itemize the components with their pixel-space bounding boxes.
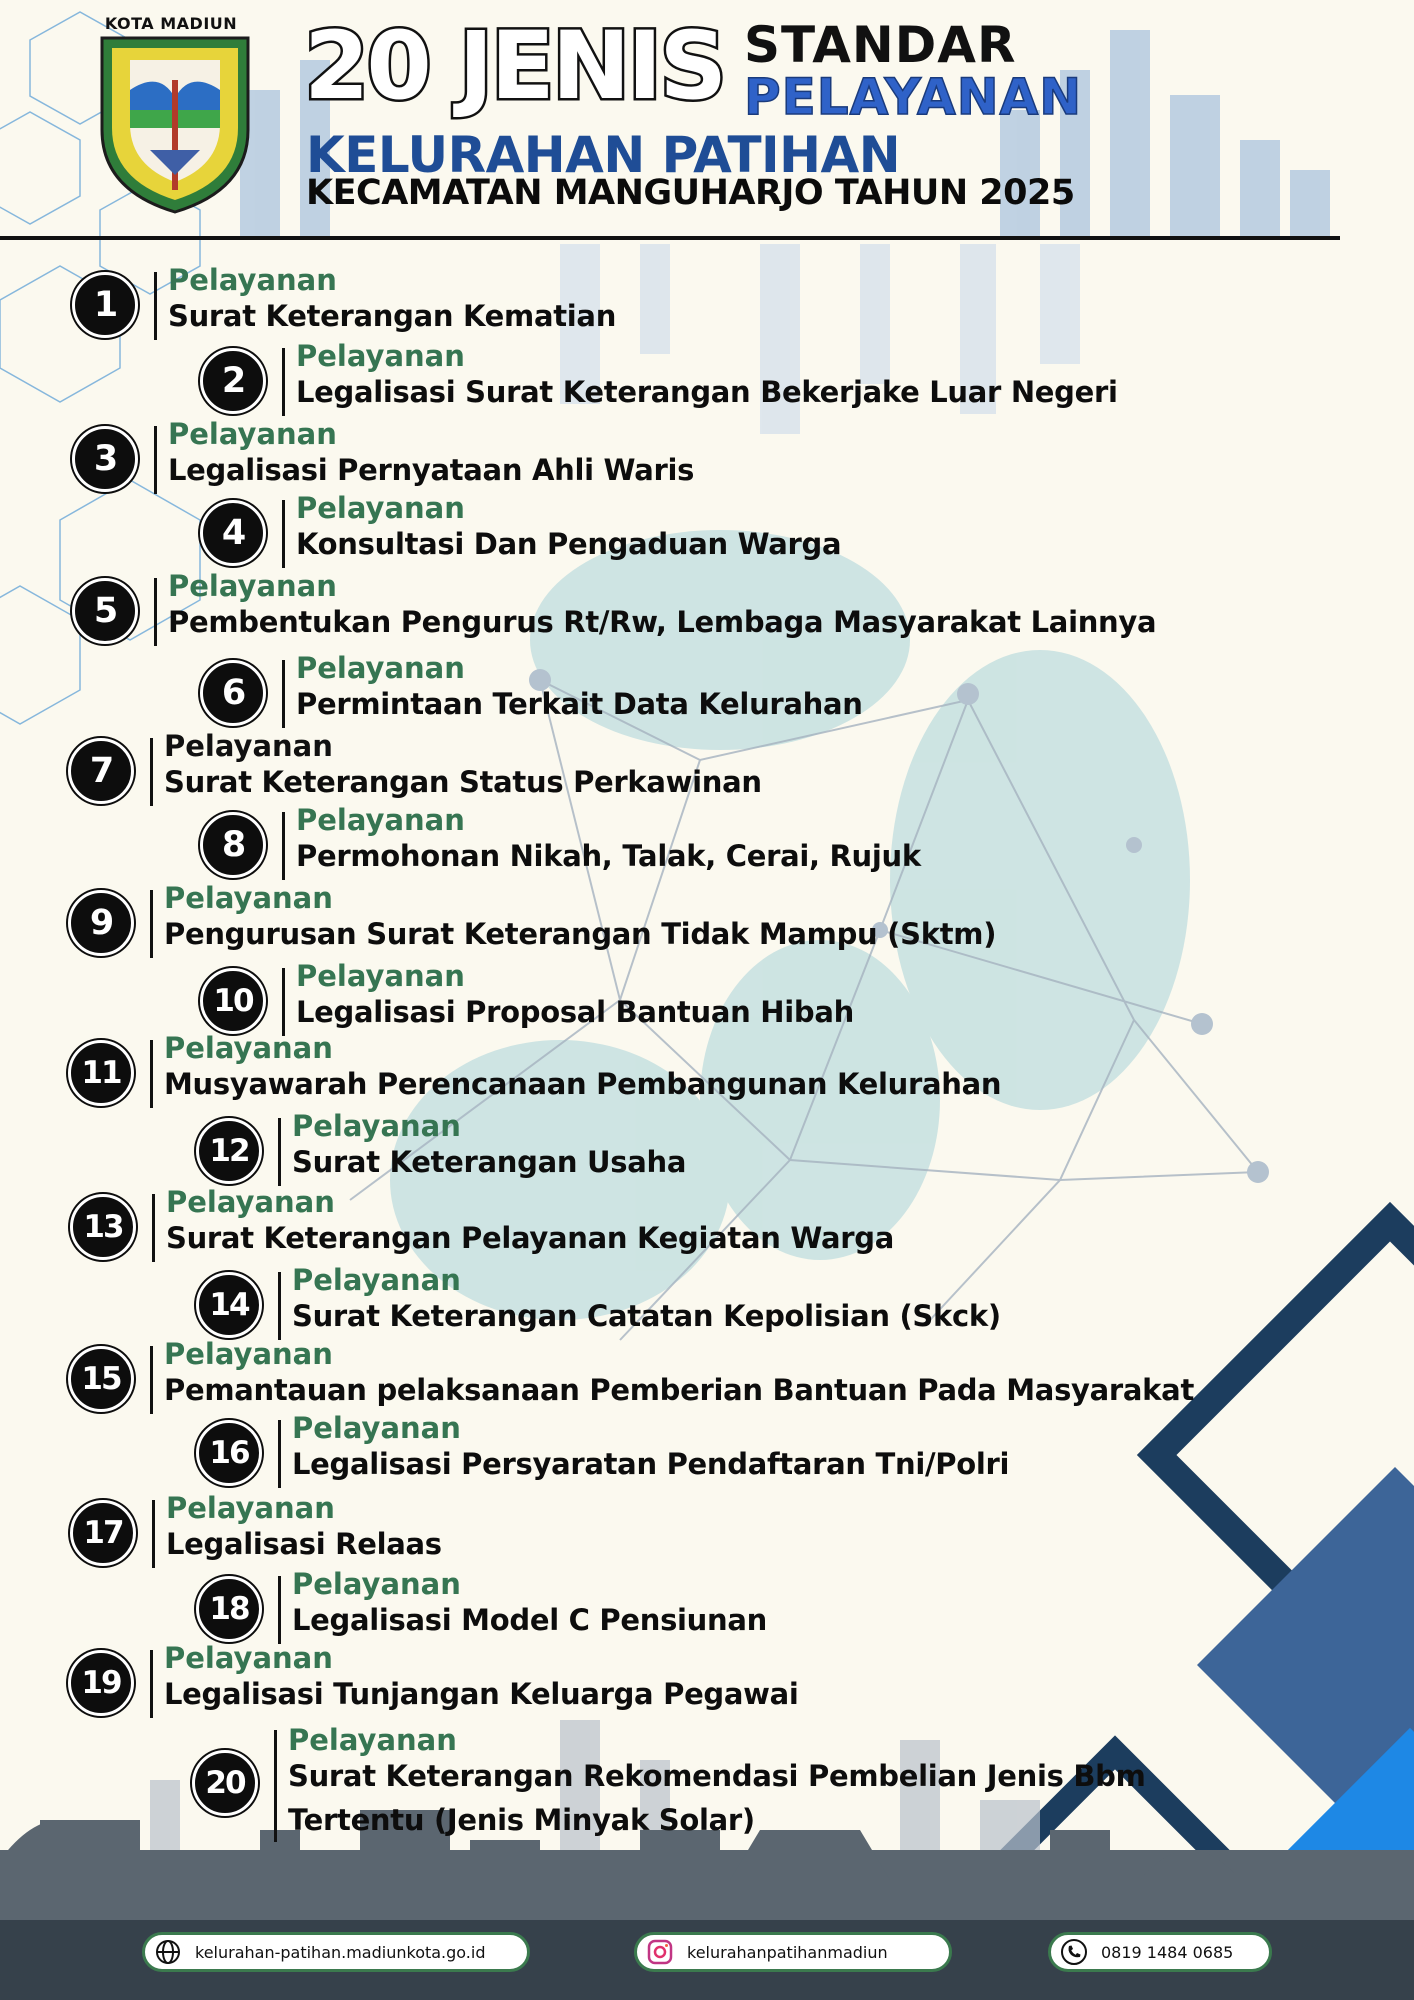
- service-name: Legalisasi Persyaratan Pendaftaran Tni/Polri: [292, 1447, 1010, 1481]
- service-label: Pelayanan: [164, 1641, 333, 1675]
- website-link[interactable]: kelurahan-patihan.madiunkota.go.id: [195, 1942, 486, 1962]
- service-name: Konsultasi Dan Pengaduan Warga: [296, 527, 842, 561]
- service-divider: [278, 1420, 281, 1488]
- service-number-badge: 5: [72, 578, 138, 644]
- service-label: Pelayanan: [296, 339, 465, 373]
- instagram-handle[interactable]: kelurahanpatihanmadiun: [687, 1942, 888, 1962]
- service-name: Legalisasi Pernyataan Ahli Waris: [168, 453, 695, 487]
- service-label: Pelayanan: [164, 881, 333, 915]
- service-label: Pelayanan: [168, 417, 337, 451]
- service-name: Surat Keterangan Catatan Kepolisian (Skck): [292, 1299, 1001, 1333]
- service-label: Pelayanan: [168, 263, 337, 297]
- service-divider: [278, 1576, 281, 1644]
- title-standar: STANDAR: [744, 16, 1017, 74]
- globe-icon: [151, 1935, 185, 1969]
- service-label: Pelayanan: [296, 803, 465, 837]
- service-label: Pelayanan: [168, 569, 337, 603]
- service-number-badge: 8: [200, 812, 266, 878]
- service-divider: [282, 348, 285, 416]
- website-pill[interactable]: [142, 1932, 530, 1972]
- service-label: Pelayanan: [164, 1337, 333, 1371]
- instagram-pill[interactable]: [634, 1932, 952, 1972]
- service-divider: [282, 812, 285, 880]
- service-name: Pemantauan pelaksanaan Pemberian Bantuan Pada Masyarakat: [164, 1373, 1195, 1407]
- service-name: Legalisasi Surat Keterangan Bekerjake Luar Negeri: [296, 375, 1118, 409]
- service-label: Pelayanan: [292, 1411, 461, 1445]
- title-pelayanan: PELAYANAN: [744, 68, 1083, 126]
- service-name: Surat Keterangan Kematian: [168, 299, 617, 333]
- service-name: Musyawarah Perencanaan Pembangunan Kelurahan: [164, 1067, 1002, 1101]
- service-name: Legalisasi Model C Pensiunan: [292, 1603, 767, 1637]
- service-label: Pelayanan: [292, 1263, 461, 1297]
- phone-number[interactable]: 0819 1484 0685: [1101, 1942, 1234, 1962]
- service-number-badge: 6: [200, 660, 266, 726]
- service-divider: [282, 660, 285, 728]
- phone-icon: [1057, 1935, 1091, 1969]
- instagram-icon: [643, 1935, 677, 1969]
- service-divider: [154, 578, 157, 646]
- service-number-badge: 4: [200, 500, 266, 566]
- service-number-badge: 3: [72, 426, 138, 492]
- service-divider: [282, 500, 285, 568]
- service-name: Legalisasi Tunjangan Keluarga Pegawai: [164, 1677, 799, 1711]
- service-number-badge: 20: [192, 1750, 258, 1816]
- service-name: Surat Keterangan Usaha: [292, 1145, 687, 1179]
- service-name: Pengurusan Surat Keterangan Tidak Mampu (Sktm): [164, 917, 997, 951]
- service-label: Pelayanan: [296, 491, 465, 525]
- service-divider: [150, 1040, 153, 1108]
- service-number-badge: 7: [68, 738, 134, 804]
- service-divider: [278, 1272, 281, 1340]
- service-label: Pelayanan: [292, 1567, 461, 1601]
- service-divider: [154, 272, 157, 340]
- service-label: Pelayanan: [296, 959, 465, 993]
- service-name: Surat Keterangan Rekomendasi Pembelian Jenis Bbm Tertentu (Jenis Minyak Solar): [288, 1759, 1146, 1837]
- service-number-badge: 11: [68, 1040, 134, 1106]
- service-number-badge: 16: [196, 1420, 262, 1486]
- service-name: Pembentukan Pengurus Rt/Rw, Lembaga Masyarakat Lainnya: [168, 605, 1157, 639]
- service-name: Permintaan Terkait Data Kelurahan: [296, 687, 863, 721]
- service-divider: [282, 968, 285, 1036]
- service-number-badge: 15: [68, 1346, 134, 1412]
- service-name: Permohonan Nikah, Talak, Cerai, Rujuk: [296, 839, 921, 873]
- service-label: Pelayanan: [292, 1109, 461, 1143]
- service-divider: [150, 1650, 153, 1718]
- city-emblem: [0, 0, 300, 230]
- service-number-badge: 18: [196, 1576, 262, 1642]
- service-number-badge: 2: [200, 348, 266, 414]
- service-name: Surat Keterangan Pelayanan Kegiatan Warga: [166, 1221, 895, 1255]
- service-label: Pelayanan: [288, 1723, 457, 1757]
- header-divider: [0, 236, 1340, 240]
- service-divider: [154, 426, 157, 494]
- service-label: Pelayanan: [296, 651, 465, 685]
- service-divider: [274, 1730, 277, 1842]
- service-divider: [152, 1194, 155, 1262]
- service-label: Pelayanan: [166, 1491, 335, 1525]
- phone-pill[interactable]: [1048, 1932, 1272, 1972]
- service-number-badge: 12: [196, 1118, 262, 1184]
- service-label: Pelayanan: [166, 1185, 335, 1219]
- service-number-badge: 17: [70, 1500, 136, 1566]
- service-divider: [150, 738, 153, 806]
- service-divider: [150, 890, 153, 958]
- service-label: Pelayanan: [164, 1031, 333, 1065]
- service-name: Surat Keterangan Status Perkawinan: [164, 765, 762, 799]
- subtitle-kecamatan: KECAMATAN MANGUHARJO TAHUN 2025: [306, 173, 1075, 213]
- service-number-badge: 9: [68, 890, 134, 956]
- service-divider: [152, 1500, 155, 1568]
- service-label: Pelayanan: [164, 729, 333, 763]
- service-name: Legalisasi Proposal Bantuan Hibah: [296, 995, 854, 1029]
- service-number-badge: 14: [196, 1272, 262, 1338]
- service-divider: [150, 1346, 153, 1414]
- service-divider: [278, 1118, 281, 1186]
- logo-caption: KOTA MADIUN: [104, 14, 238, 33]
- service-number-badge: 1: [72, 272, 138, 338]
- title-count: 20 JENIS: [304, 12, 725, 121]
- service-number-badge: 10: [200, 968, 266, 1034]
- service-name: Legalisasi Relaas: [166, 1527, 442, 1561]
- service-number-badge: 13: [70, 1194, 136, 1260]
- subtitle-kelurahan: KELURAHAN PATIHAN: [306, 126, 901, 184]
- service-number-badge: 19: [68, 1650, 134, 1716]
